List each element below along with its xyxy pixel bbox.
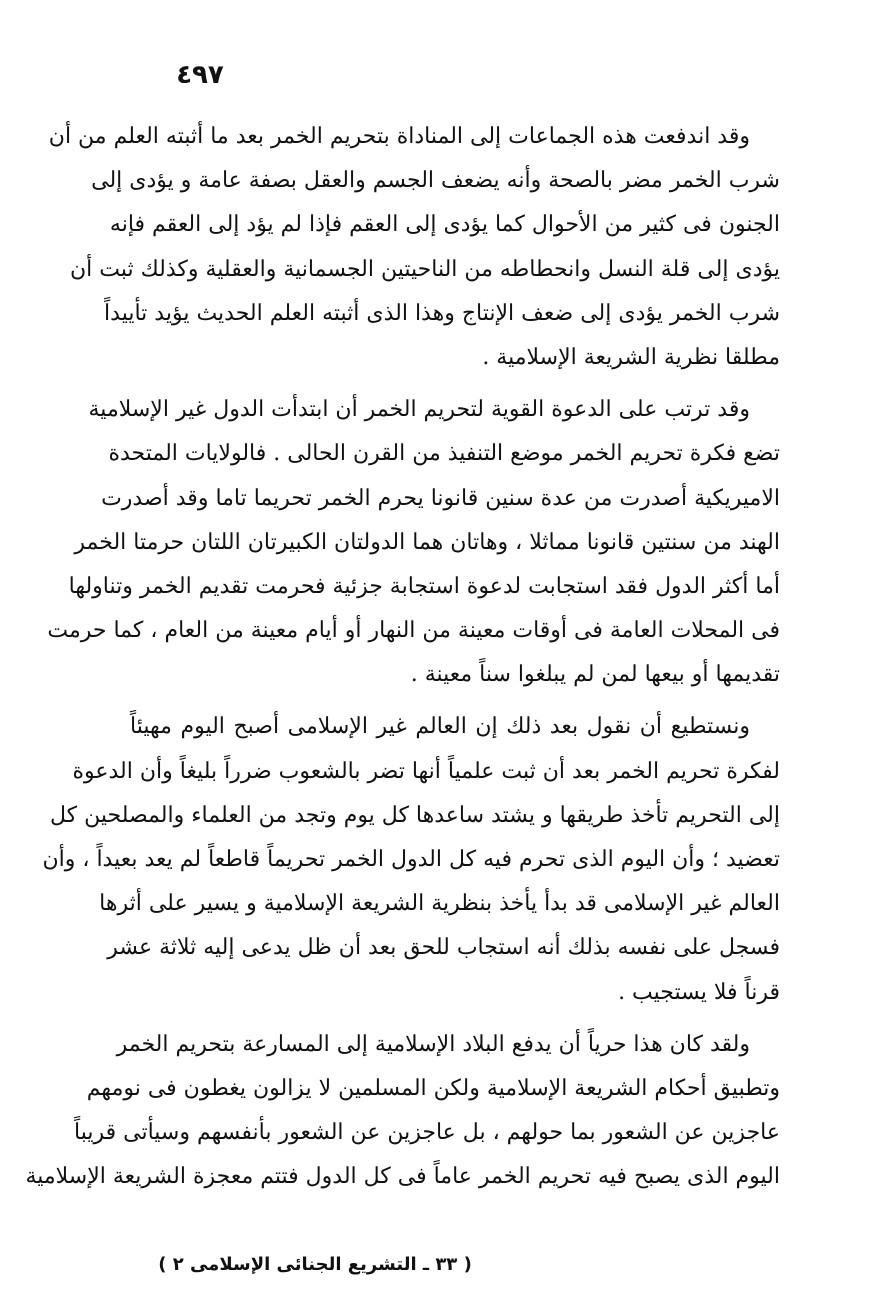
- page-number: ٤٩٧: [176, 60, 224, 90]
- text-line: تضع فكرة تحريم الخمر موضع التنفيذ من القرن الحالى . فالولايات المتحدة: [108, 441, 780, 467]
- paragraph-2: [47, 388, 780, 697]
- text-line: الجنون فى كثير من الأحوال كما يؤدى إلى العقم فإذا لم يؤد إلى العقم فإنه: [109, 212, 780, 238]
- text-line: اليوم الذى يصبح فيه تحريم الخمر عاماً فى كل الدول فتتم معجزة الشريعة الإسلامية: [25, 1164, 780, 1190]
- text-line: لفكرة تحريم الخمر بعد أن ثبت علمياً أنها تضر بالشعوب ضرراً بليغاً وأن الدعوة: [72, 758, 780, 784]
- body-text: [25, 115, 780, 1200]
- paragraph-1: [48, 115, 780, 380]
- text-line: وتطبيق أحكام الشريعة الإسلامية ولكن المسلمين لا يزالون يغطون فى نومهم: [86, 1075, 780, 1101]
- text-line: قرناً فلا يستجيب .: [618, 979, 780, 1005]
- text-line: عاجزين عن الشعور بما حولهم ، بل عاجزين عن الشعور بأنفسهم وسيأتى قريباً: [74, 1120, 780, 1146]
- text-line: أما أكثر الدول فقد استجابت لدعوة استجابة جزئية فحرمت تقديم الخمر وتناولها: [68, 573, 780, 599]
- text-line: إلى التحريم تأخذ طريقها و يشتد ساعدها كل يوم وتجد من العلماء والمصلحين كل: [49, 802, 780, 828]
- text-line: يؤدى إلى قلة النسل وانحطاطه من الناحيتين الجسمانية والعقلية وكذلك ثبت أن: [69, 256, 780, 282]
- text-line: ولقد كان هذا حرياً أن يدفع البلاد الإسلامية إلى المسارعة بتحريم الخمر: [116, 1031, 750, 1057]
- paragraph-3: [42, 705, 780, 1014]
- text-line: ونستطيع أن نقول بعد ذلك إن العالم غير الإسلامى أصبح اليوم مهيئاً: [130, 714, 750, 740]
- text-line: تعضيد ؛ وأن اليوم الذى تحرم فيه كل الدول الخمر تحريماً قاطعاً لم يعد بعيداً ، وأن: [42, 847, 780, 872]
- text-line: مطلقا نظرية الشريعة الإسلامية .: [482, 344, 780, 370]
- paragraph-gap: [130, 697, 780, 705]
- paragraph-gap: [130, 380, 780, 388]
- text-line: وقد اندفعت هذه الجماعات إلى المناداة بتحريم الخمر بعد ما أثبته العلم من أن: [48, 124, 750, 149]
- text-line: الاميريكية أصدرت من عدة سنين قانونا يحرم الخمر تحريما تاما وقد أصدرت: [101, 485, 780, 511]
- paragraph-gap: [130, 1015, 780, 1023]
- text-line: فى المحلات العامة فى أوقات معينة من النهار أو أيام معينة من العام ، كما حرمت: [47, 618, 780, 644]
- paragraph-4: [25, 1023, 780, 1200]
- text-line: الهند من سنتين قانونا مماثلا ، وهاتان هما الدولتان الكبيرتان اللتان حرمتا الخمر: [74, 529, 780, 555]
- page-footer: ( ٣٣ ـ التشريع الجنائى الإسلامى ٢ ): [158, 1254, 472, 1275]
- text-line: تقديمها أو بيعها لمن لم يبلغوا سناً معينة .: [410, 662, 780, 688]
- text-line: شرب الخمر مضر بالصحة وأنه يضعف الجسم والعقل بصفة عامة و يؤدى إلى: [91, 168, 780, 194]
- text-line: فسجل على نفسه بذلك أنه استجاب للحق بعد أن ظل يدعى إليه ثلاثة عشر: [107, 935, 780, 961]
- text-line: شرب الخمر يؤدى إلى ضعف الإنتاج وهذا الذى أثبته العلم الحديث يؤيد تأييداً: [104, 300, 780, 326]
- text-line: العالم غير الإسلامى قد بدأ يأخذ بنظرية الشريعة الإسلامية و يسير على أثرها: [99, 891, 780, 917]
- text-line: وقد ترتب على الدعوة القوية لتحريم الخمر أن ابتدأت الدول غير الإسلامية: [88, 397, 750, 423]
